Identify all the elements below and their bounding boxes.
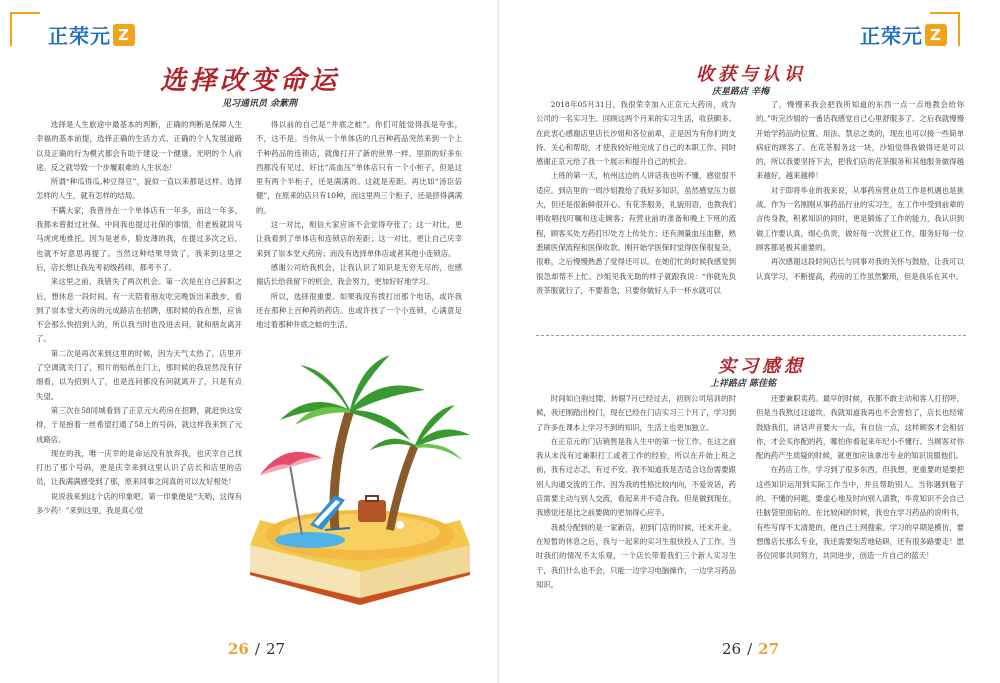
paragraph: 在药店工作，学习到了很多东西，但我想，更重要的是要把这些知识运用到实际工作当中，并且帮助别人。当你遇到瓶子的、不懂的问题，要虚心地及时向别人请教，毕竟知识不会自己往脑袋里面钻的。在比较闲的时候，我也在学习药品的说明书，有些写得不太清楚的，便自己上网搜索。学习的早期是模仿，要想像店长那么专业，我还需要刻苦地钻研，还有很多路要走！愿各位同事共同努力，共同进步，创造一片自己的蓝天！ bbox=[756, 465, 964, 561]
brand-logo: 正荣元 Z bbox=[48, 20, 135, 49]
paragraph: 第二次是再次来到这里的时候，因为天气太热了，店里开了空调就关门了，照片的贴纸在门上，那时候的我居然没有仔细看，以为招到人了，也是连问都没有问就离开了，只是有点失望。 bbox=[36, 348, 242, 401]
paragraph: 所谓“种瓜得瓜,种豆得豆”，貌似一直以来都是这样。选择怎样的人生，就有怎样的结局。 bbox=[36, 177, 242, 201]
paragraph: 第三次在58同城看到了正京元大药房在招聘，就赶快这安排，于是抱着一丝希望打通了58上的号码，就这样我来到了元成路店。 bbox=[36, 405, 242, 444]
paragraph: 不瞒大家，我曾待在一个单体店有一年多，而这一年多，我都未曾报过社保。中间我也提过社保的事情，但老板就说马马虎虎地推托。因为是老乡，脸皮薄的我，在提过多次之后，也就不好意思再提了。当然这种结果导致了，我来到这里之后，店长想让我先考初级药师，都考不了。 bbox=[36, 205, 242, 272]
corner-line bbox=[10, 12, 12, 46]
article-byline: 见习通讯员 余紫荆 bbox=[222, 99, 298, 109]
article-column-2 bbox=[256, 118, 462, 380]
paragraph: 再次感谢这段时间店长与同事对我的关怀与鼓励，让我可以认真学习，不断提高，药房的工作虽然繁琐，但是我乐在其中。 bbox=[756, 257, 964, 281]
paragraph: 我被分配到的是一家新店，初到门店的时候，还未开业。在短暂的休息之后，我与一起来的实习生很快投入了工作。当时我们的情况不太乐观，一个店长带着我们三个新人实习生干，我们什么也不会，只能一边学习电脑操作，一边学习药品知识， bbox=[536, 522, 736, 589]
corner-line bbox=[10, 12, 40, 14]
article-title: 选择改变命运 bbox=[160, 66, 341, 96]
paragraph: 这一对比，相信大家应该不会觉得夸张了；这一对比，更让我看到了单体店和连锁店的差距；这一对比，更让自己庆幸来到了崇本堂大药房；而没有选择单体店或者其他小连锁店。 bbox=[256, 220, 462, 258]
logo-mark-icon: Z bbox=[113, 24, 135, 46]
article-byline-2: 上祥路店 陈佳铭 bbox=[710, 379, 777, 389]
paragraph: 上班的第一天，杭州这边的人讲话我也听不懂，感觉很不适应。到店里的一周沙姐教给了我好多知识，虽然感觉压力很大，但还是很新鲜很开心。有花茶服务，礼貌用语，也教我们唱收唱找叮嘱和送走顾客；有营业前的准备和晚上下班的流程，顾客买处方药打印处方上传处方；还有测量血压血糖，熟悉刷医保流程和医保收款。刚开始学医保时觉得医保很复杂，很难，之后慢慢熟悉了觉得还可以。在她们忙的时候我感觉到很急却帮不上忙。沙姐见我无助的样子就跟我说：“你就先负责茶服就行了，不要着急，只要你做好人手一杯水就可以 bbox=[536, 171, 736, 295]
paragraph: 2018年05月31日，我很荣幸加入正京元大药房，成为公司的一名实习生。回顾这两个月来的实习生活，收获颇多。在此衷心感谢店里店长沙姐和各位前辈，正是因为有你们的支持、关心和帮助，才使我较好地完成了自己的本职工作。同时感谢正京元给了我一个展示和提升自己的机会。 bbox=[536, 100, 736, 167]
right-page-lower bbox=[500, 0, 1000, 683]
paragraph: 时间如白驹过隙，转眼7月已经过去，初到公司培训的时候，我还刚踏出校门，现在已经在门店实习三个月了，学习到了许多在课本上学习不到的知识，生活上也更加独立。 bbox=[536, 394, 736, 432]
island-book-illustration bbox=[240, 350, 480, 610]
article-column-c bbox=[536, 392, 736, 630]
paragraph: 还要兼职卖药。最早的时候，我都不敢主动和客人打招呼，但是当我熬过这道坎，我就知道我再也不会害怕了，店长也经常鼓励我们，讲话声音要大一点，有自信一点，这样顾客才会相信你，才会买你配的药，哪怕你看起来年纪小不懂行。当顾客对你配的药产生质疑的时候，就更加应该拿出专业的知识说服他们。 bbox=[756, 394, 964, 461]
logo-mark-icon: Z bbox=[925, 24, 947, 46]
paragraph: 现在的我，唯一庆幸的是命运没有放弃我，也庆幸自己找打出了那个号码，更是庆幸来到这里认识了店长和店里的店员，让我满满感受到了那，原来同事之间真的可以友好相处！ bbox=[36, 448, 242, 487]
paragraph: 选择是人生旅途中最基本的判断，正确的判断是保障人生幸福的基本前提，选择正确的生活方式、正确的个人发展道路以及正确的行为模式都会有助于建设一个健康、光明的个人前途。反之就导致一个步履艰难的人生状态！ bbox=[36, 120, 242, 172]
paragraph: 说说我来到这个店的印象吧。第一印象便是“天哟，这得有多少药！”来到这里，我是真心觉 bbox=[36, 491, 242, 516]
article-title-2: 实习感想 bbox=[718, 356, 806, 377]
article-column-1 bbox=[36, 118, 242, 568]
paragraph: 对于即将毕业的我来说，从事药房营业员工作是机遇也是挑战。作为一名刚刚从事药品行业的实习生，在工作中受到前辈的言传身教，积累知识的同时，更是锻炼了工作的能力，我认识到做工作要认真，细心负责，做好每一次营业工作，服务好每一位顾客都是极其重要的。 bbox=[756, 185, 964, 252]
page-number-right: 26 / 27 bbox=[722, 640, 780, 658]
article-column-d bbox=[756, 392, 964, 630]
article-title-1: 收获与认识 bbox=[696, 64, 806, 85]
paragraph: 了，慢慢来我会把我所知道的东西一点一点地教会给你的。”听完沙姐的一番话我感觉自己心里舒服多了。之后我就慢慢开始学药品的位置、用法、禁忌之类的，现在也可以接一些简单病症的顾客了。在花茶服务这一块，沙姐觉得我做得还是可以的，所以我要坚持下去，把我们店的花茶服务和其他服务做得越来越好，越来越棒！ bbox=[756, 100, 964, 181]
paragraph: 感谢公司给我机会，让我认识了知识是无穷无尽的，也感谢店长给我留下的机会，我会努力，更加好好地学习。 bbox=[256, 262, 462, 287]
paragraph: 在正京元的门店销售是我人生中的第一份工作。在这之前我从未没有过兼职打工或者工作的经验，所以在开始上班之前，我有过忐忑，有过不安。我不知道我是否适合这份需要跟别人沟通交流的工作。因为我的性格比较内向，不爱说话，药店需要主动与别人交流，看起来并不适合我。但是做到现在，我感觉还是比之前要做的更加得心应手。 bbox=[536, 436, 736, 518]
paragraph: 所以，选择很重要。如果我没有拨打出那个电话，或许我还在那种上百种药的药店。也或许找了一个小连锁，心满意足地过着那种井底之蛙的生活。 bbox=[256, 291, 462, 330]
paragraph: 得以前的自己是“井底之蛙”。你们可能觉得我是夸张，不，这不是。当你从一个单体店的几百种药品突然来到一个上千种药品的连锁店，就像打开了新的世界一样，里面的好多东西都没有见过，好比“高血压”单体店只有一个小柜子，但是这里有两个半柜子，还是满满的。这就是差距。再比如“汤臣倍健”，在原来的店只有10种，而这里两三个柜子，还是挤得满满的。 bbox=[256, 120, 462, 215]
article-byline-1: 庆星路店 辛梅 bbox=[712, 87, 770, 97]
brand-logo: 正荣元 Z bbox=[860, 20, 947, 49]
page-number-left: 26 / 27 bbox=[228, 640, 286, 658]
paragraph: 来这里之前，我错失了两次机会。第一次是在自己辞职之后，想休息一段时间。有一天陪着朋友吃完晚饭出来散步，看到了崇本堂大药房的元成路店在招聘，那时候的我在想，应该不会那么快招到人的，所以我当时也没进去问，就和朋友离开了。 bbox=[36, 277, 242, 344]
